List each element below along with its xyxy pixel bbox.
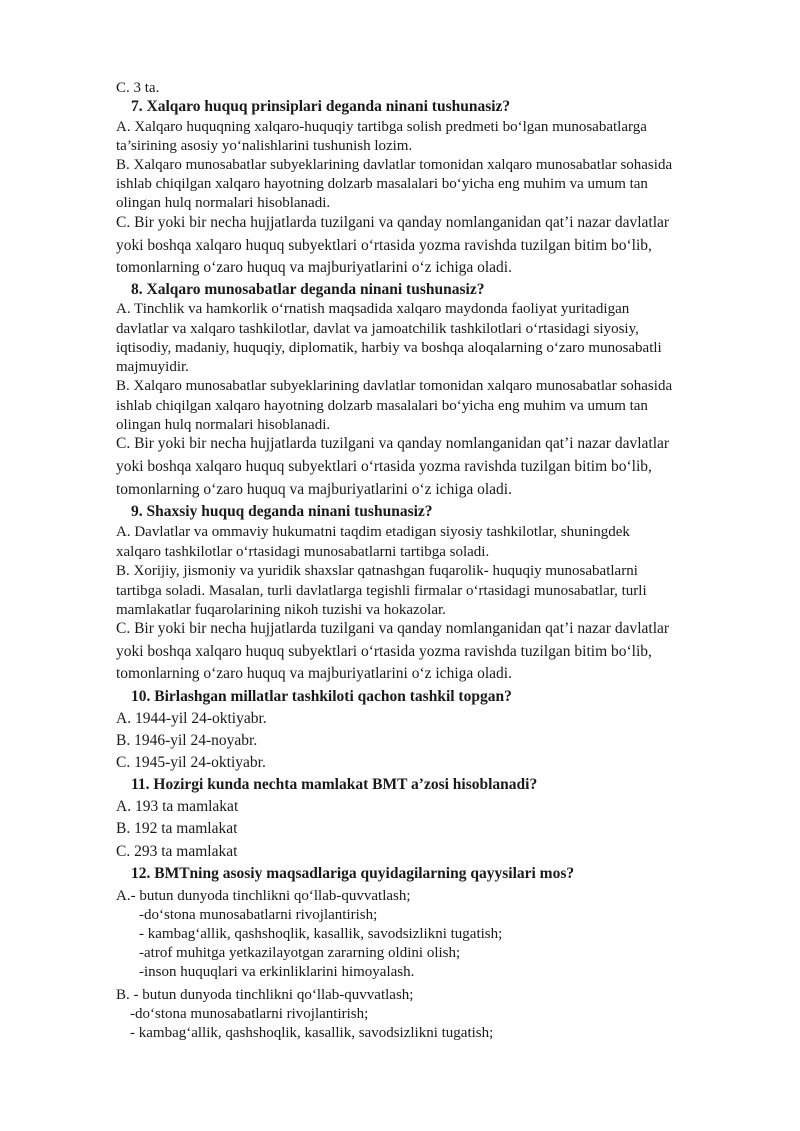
option-line: ishlab chiqilgan xalqaro hayotning dolzarb masalalari bo‘yicha eng muhim va umum tan — [116, 176, 648, 192]
option-line: C. 3 ta. — [116, 80, 160, 96]
option-line: B. Xorijiy, jismoniy va yuridik shaxslar qatnashgan fuqarolik- huquqiy munosabatlarni — [116, 563, 638, 579]
question-heading: 11. Hozirgi kunda nechta mamlakat BMT a’zosi hisoblanadi? — [131, 776, 538, 793]
option-line: B. 192 ta mamlakat — [116, 820, 238, 837]
option-line: yoki boshqa xalqaro huquq subyektlari o‘rtasida yozma ravishda tuzilgan bitim bo‘lib, — [116, 458, 652, 475]
question-heading: 8. Xalqaro munosabatlar deganda ninani tushunasiz? — [131, 281, 485, 298]
option-line: olingan hulq normalari hisoblanadi. — [116, 195, 331, 211]
question-heading: 7. Xalqaro huquq prinsiplari deganda ninani tushunasiz? — [131, 98, 511, 115]
option-line: mamlakatlar fuqarolarining nikoh tuzishi va hokazolar. — [116, 602, 446, 618]
list-item: -inson huquqlari va erkinliklarini himoyalash. — [139, 964, 415, 980]
option-line: C. Bir yoki bir necha hujjatlarda tuzilgani va qanday nomlanganidan qat’i nazar davlatlar — [116, 620, 670, 637]
option-line: olingan hulq normalari hisoblanadi. — [116, 417, 331, 433]
option-line: B. - butun dunyoda tinchlikni qo‘llab-quvvatlash; — [116, 987, 414, 1003]
list-item: - kambag‘allik, qashshoqlik, kasallik, savodsizlikni tugatish; — [139, 926, 503, 942]
option-line: C. Bir yoki bir necha hujjatlarda tuzilgani va qanday nomlanganidan qat’i nazar davlatlar — [116, 214, 670, 231]
option-line: iqtisodiy, madaniy, huquqiy, diplomatik, harbiy va boshqa aloqalarning o‘zaro munosabatli — [116, 340, 662, 356]
question-heading: 12. BMTning asosiy maqsadlariga quyidagilarning qayysilari mos? — [131, 865, 575, 882]
option-line: B. 1946-yil 24-noyabr. — [116, 732, 258, 749]
option-line: ta’sirining asosiy yo‘nalishlarini tushunish lozim. — [116, 138, 413, 154]
option-line: tomonlarning o‘zaro huquq va majburiyatlarini o‘z ichiga oladi. — [116, 259, 512, 276]
option-line: yoki boshqa xalqaro huquq subyektlari o‘rtasida yozma ravishda tuzilgan bitim bo‘lib, — [116, 643, 652, 660]
option-line: xalqaro tashkilotlar o‘rtasidagi munosabatlarni tartibga soladi. — [116, 544, 490, 560]
option-line: davlatlar va xalqaro tashkilotlar, davlat va jamoatchilik tashkilotlari o‘rtasidagi siyosiy, — [116, 321, 639, 337]
question-heading: 10. Birlashgan millatlar tashkiloti qachon tashkil topgan? — [131, 688, 512, 705]
option-line: tomonlarning o‘zaro huquq va majburiyatlarini o‘z ichiga oladi. — [116, 665, 512, 682]
option-line: A. Tinchlik va hamkorlik o‘rnatish maqsadida xalqaro maydonda faoliyat yuritadigan — [116, 301, 630, 317]
option-line: yoki boshqa xalqaro huquq subyektlari o‘rtasida yozma ravishda tuzilgan bitim bo‘lib, — [116, 237, 652, 254]
option-line: tartibga soladi. Masalan, turli davlatlarga tegishli firmalar o‘rtasidagi munosabatlar, turli — [116, 583, 647, 599]
list-item: - kambag‘allik, qashshoqlik, kasallik, savodsizlikni tugatish; — [130, 1025, 494, 1041]
option-line: B. Xalqaro munosabatlar subyeklarining davlatlar tomonidan xalqaro munosabatlar sohasida — [116, 157, 673, 173]
option-line: B. Xalqaro munosabatlar subyeklarining davlatlar tomonidan xalqaro munosabatlar sohasida — [116, 378, 673, 394]
list-item: -atrof muhitga yetkazilayotgan zararning oldini olish; — [139, 945, 461, 961]
option-line: C. Bir yoki bir necha hujjatlarda tuzilgani va qanday nomlanganidan qat’i nazar davlatlar — [116, 435, 670, 452]
list-item: -do‘stona munosabatlarni rivojlantirish; — [130, 1006, 369, 1022]
option-line: ishlab chiqilgan xalqaro hayotning dolzarb masalalari bo‘yicha eng muhim va umum tan — [116, 398, 648, 414]
option-line: majmuyidir. — [116, 359, 189, 375]
option-line: C. 293 ta mamlakat — [116, 843, 238, 860]
option-line: A. Xalqaro huquqning xalqaro-huquqiy tartibga solish predmeti bo‘lgan munosabatlarga — [116, 119, 647, 135]
option-line: A.- butun dunyoda tinchlikni qo‘llab-quvvatlash; — [116, 888, 411, 904]
list-item: -do‘stona munosabatlarni rivojlantirish; — [139, 907, 378, 923]
question-heading: 9. Shaxsiy huquq deganda ninani tushunasiz? — [131, 503, 433, 520]
option-line: C. 1945-yil 24-oktiyabr. — [116, 754, 266, 771]
option-line: A. 1944-yil 24-oktiyabr. — [116, 710, 267, 727]
option-line: A. 193 ta mamlakat — [116, 798, 239, 815]
option-line: A. Davlatlar va ommaviy hukumatni taqdim etadigan siyosiy tashkilotlar, shuningdek — [116, 524, 630, 540]
option-line: tomonlarning o‘zaro huquq va majburiyatlarini o‘z ichiga oladi. — [116, 481, 512, 498]
